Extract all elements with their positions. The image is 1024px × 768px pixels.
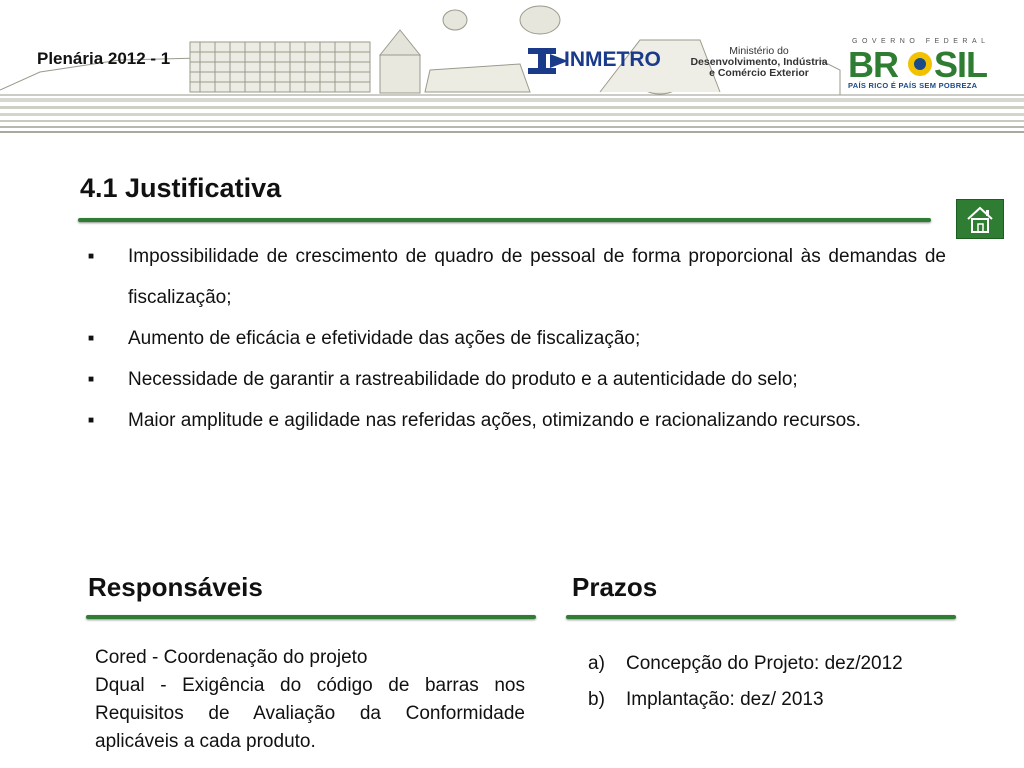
meeting-label: Plenária 2012 - 1 — [37, 49, 171, 68]
responsaveis-line: Cored - Coordenação do projeto — [95, 647, 368, 668]
brasil-tagline: PAÍS RICO É PAÍS SEM POBREZA — [848, 81, 978, 90]
list-item-text: Concepção do Projeto: dez/2012 — [626, 653, 903, 674]
list-marker: b) — [588, 689, 605, 710]
ministry-label: Ministério do Desenvolvimento, Indústria e Comércio Exterior — [690, 45, 828, 79]
responsaveis-divider — [86, 615, 536, 619]
prazos-heading: Prazos — [572, 572, 658, 602]
list-item: ■ Aumento de eficácia e efetividade das ações de fiscalização; — [88, 318, 946, 359]
svg-text:SIL: SIL — [934, 48, 988, 80]
prazos-list — [588, 648, 903, 720]
prazos-divider — [566, 615, 956, 619]
justification-list — [88, 236, 946, 441]
list-item: ■ Impossibilidade de crescimento de quadro de pessoal de forma proporcional às demandas de fiscalização; — [88, 236, 946, 318]
responsaveis-line: aplicáveis a cada produto. — [95, 731, 316, 752]
home-icon — [965, 204, 995, 234]
responsaveis-line: Requisitos de Avaliação da Conformidade — [95, 703, 525, 724]
list-item: ■ Necessidade de garantir a rastreabilidade do produto e a autenticidade do selo; — [88, 359, 946, 400]
gov-label: GOVERNO FEDERAL — [852, 38, 990, 45]
list-item-text: Implantação: dez/ 2013 — [626, 689, 824, 710]
inmetro-wordmark: INMETRO — [564, 48, 661, 71]
list-item — [588, 648, 903, 680]
responsaveis-heading: Responsáveis — [88, 572, 263, 602]
inmetro-logo — [528, 42, 678, 82]
list-item: ■ Maior amplitude e agilidade nas referidas ações, otimizando e racionalizando recursos. — [88, 400, 946, 441]
responsaveis-text — [95, 644, 525, 756]
slide-header — [0, 0, 1024, 135]
svg-text:BR: BR — [848, 48, 898, 80]
responsaveis-line: Dqual - Exigência do código de barras nos — [95, 675, 525, 696]
title-divider — [78, 218, 931, 222]
list-item — [588, 684, 903, 716]
list-marker: a) — [588, 653, 605, 674]
home-button[interactable] — [956, 199, 1004, 239]
brasil-logo — [848, 40, 1003, 92]
slide-title: 4.1 Justificativa — [80, 173, 282, 203]
